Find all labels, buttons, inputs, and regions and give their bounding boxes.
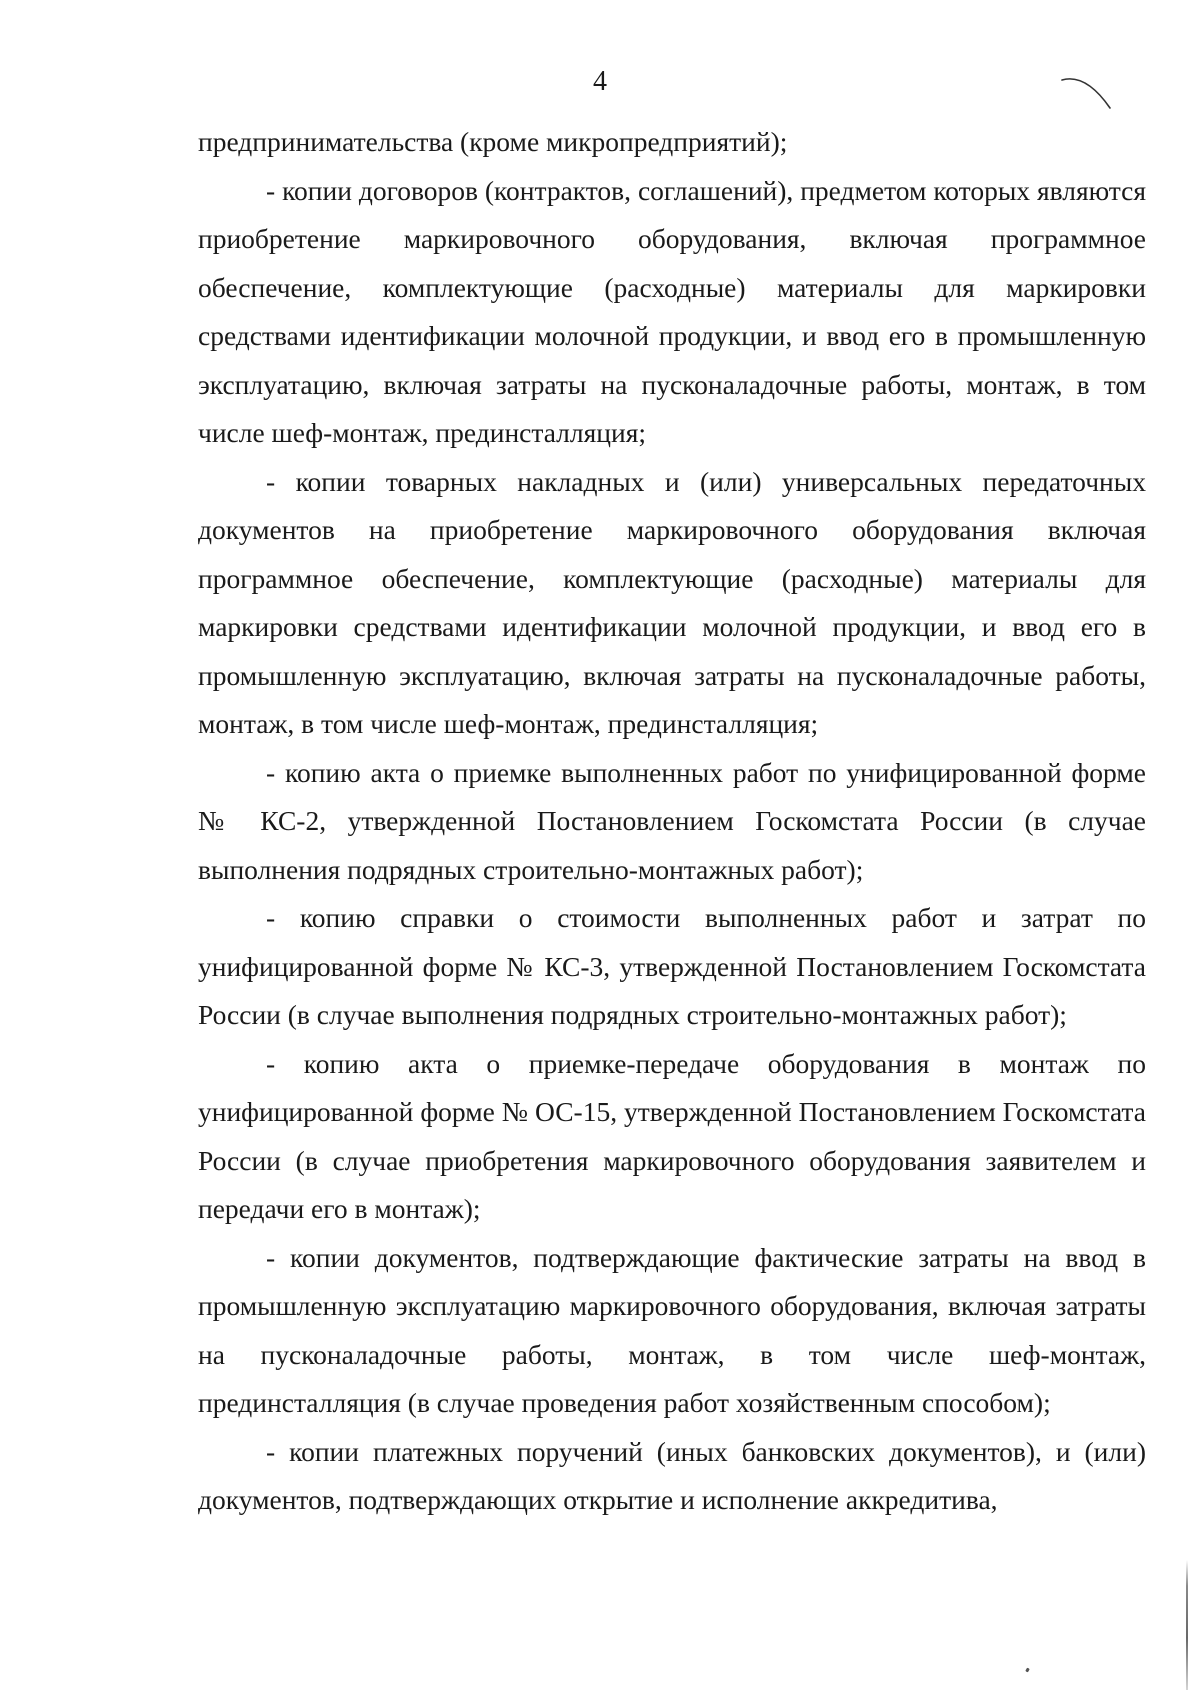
page-number: 4 — [593, 66, 607, 97]
paragraph-os15-act: - копию акта о приемке-передаче оборудования в монтаж по унифицированной форме № ОС-15, утвержденной Постановлением Госкомстата России (в случае приобретения маркировочного оборудования заявителем и передачи его в монтаж); — [198, 1047, 1146, 1224]
paragraph-contracts: - копии договоров (контрактов, соглашений), предметом которых являются приобретение маркировочного оборудования, включая программное обеспечение, комплектующие (расходные) материалы для маркировки средствами идентификации молочной продукции, и ввод его в промышленную эксплуатацию, включая затраты на пусконаладочные работы, монтаж, в том числе шеф-монтаж, прединсталляция; — [198, 174, 1146, 448]
document-body — [198, 118, 1146, 1525]
scan-speck — [1025, 1668, 1030, 1673]
paragraph-cost-documents: - копии документов, подтверждающие фактические затраты на ввод в промышленную эксплуатацию маркировочного оборудования, включая затраты на пусконаладочные работы, монтаж, в том числе шеф-монтаж, прединсталляция (в случае проведения работ хозяйственным способом); — [198, 1241, 1146, 1418]
paragraph-ks2-act: - копию акта о приемке выполненных работ по унифицированной форме № КС-2, утвержденной Постановлением Госкомстата России (в случае выполнения подрядных строительно-монтажных работ); — [198, 756, 1146, 885]
paragraph-ks3-certificate: - копию справки о стоимости выполненных работ и затрат по унифицированной форме № КС-3, утвержденной Постановлением Госкомстата России (в случае выполнения подрядных строительно-монтажных работ); — [198, 902, 1146, 1030]
paragraph-payment-orders: - копии платежных поручений (иных банковских документов), и (или) документов, подтверждающих открытие и исполнение аккредитива, — [198, 1435, 1146, 1515]
paragraph-invoices: - копии товарных накладных и (или) универсальных передаточных документов на приобретение маркировочного оборудования включая программное обеспечение, комплектующие (расходные) материалы для маркировки средствами идентификации молочной продукции, и ввод его в промышленную эксплуатацию, включая затраты на пусконаладочные работы, монтаж, в том числе шеф-монтаж, прединсталляция; — [198, 465, 1146, 739]
scan-edge-artifact — [1186, 1560, 1188, 1690]
paragraph-continuation: предпринимательства (кроме микропредприятий); — [198, 126, 788, 157]
handwritten-mark-icon — [1058, 74, 1114, 114]
